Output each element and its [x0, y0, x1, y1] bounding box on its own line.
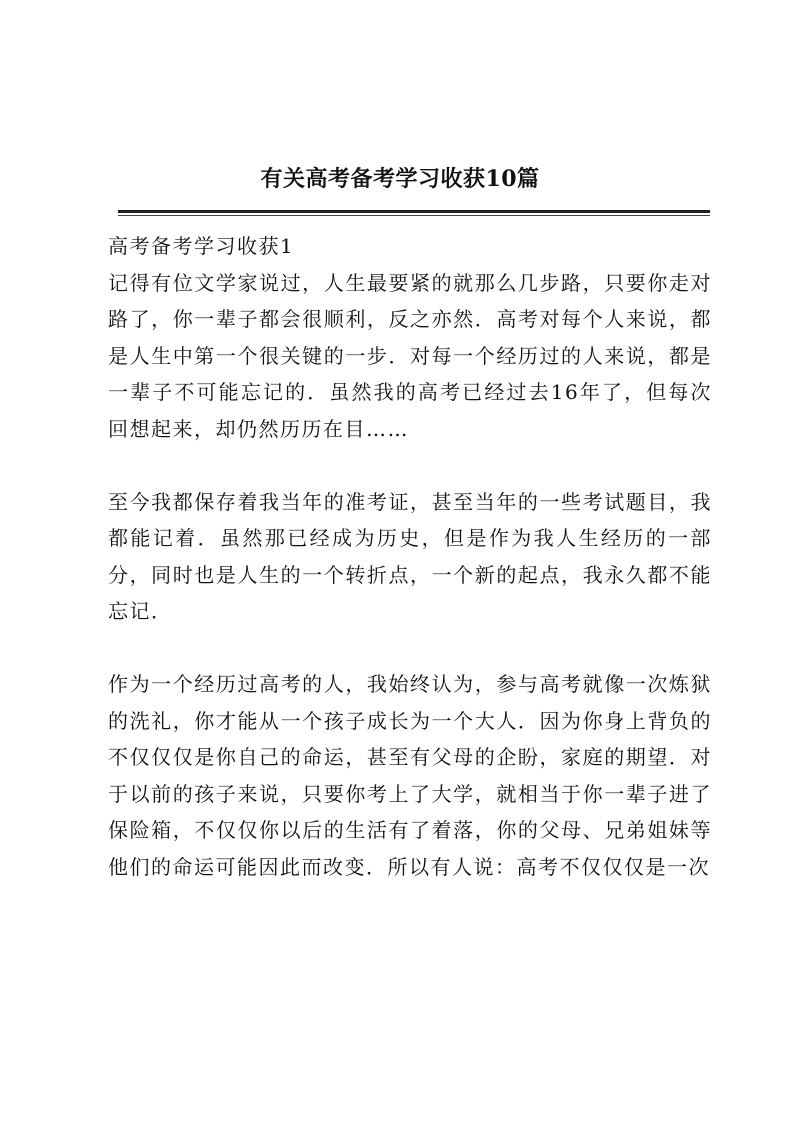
section-heading: 高考备考学习收获1 — [108, 234, 295, 258]
document-title: 有关高考备考学习收获10篇 — [260, 166, 540, 192]
document-body — [108, 228, 712, 922]
title-divider — [118, 210, 710, 213]
paragraph-3: 作为一个经历过高考的人，我始终认为，参与高考就像一次炼狱的洗礼，你才能从一个孩子成长为一个大人．因为你身上背负的不仅仅仅是你自己的命运，甚至有父母的企盼，家庭的期望．对于以前的孩子来说，只要你考上了大学，就相当于你一辈子进了保险箱，不仅仅你以后的生活有了着落，你的父母、兄弟姐妹等他们的命运可能因此而改变．所以有人说：高考不仅仅仅是一次 — [108, 672, 712, 879]
paragraph-2: 至今我都保存着我当年的准考证，甚至当年的一些考试题目，我都能记着．虽然那已经成为历史，但是作为我人生经历的一部分，同时也是人生的一个转折点，一个新的起点，我永久都不能忘记． — [108, 489, 712, 623]
paragraph-1: 记得有位文学家说过，人生最要紧的就那么几步路，只要你走对路了，你一辈子都会很顺利，反之亦然．高考对每个人来说，都是人生中第一个很关键的一步．对每一个经历过的人来说，都是一辈子不可能忘记的．虽然我的高考已经过去16年了，但每次回想起来，却仍然历历在目…… — [108, 270, 712, 441]
title-divider-thin — [118, 215, 710, 216]
